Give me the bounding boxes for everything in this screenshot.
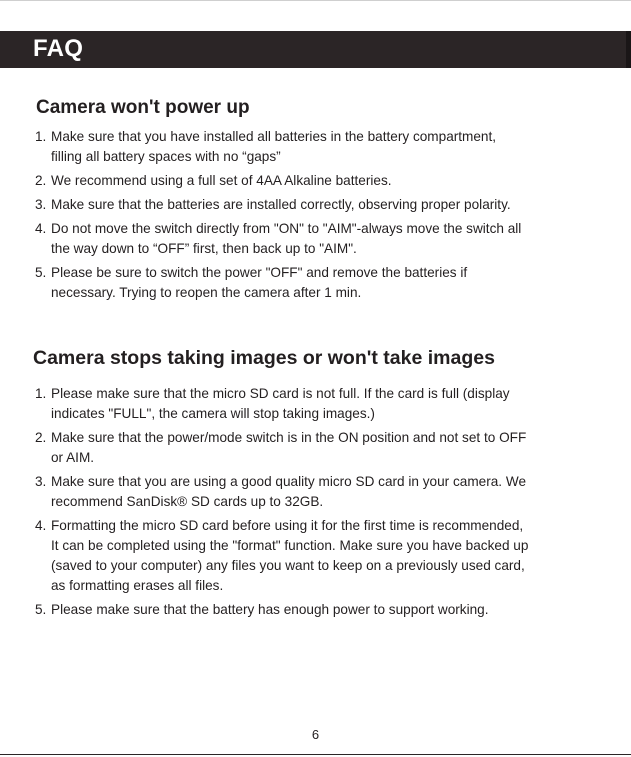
header-accent-strip	[626, 31, 631, 68]
page-title: FAQ	[33, 35, 84, 62]
list-item-text-line: Please make sure that the battery has enough power to support working.	[51, 602, 489, 617]
list-item-number: 4.	[35, 518, 47, 533]
faq-header-bar	[0, 31, 626, 68]
list-item-number: 4.	[35, 221, 47, 236]
list-item-text-line: recommend SanDisk® SD cards up to 32GB.	[51, 494, 324, 509]
list-item-text-line: Make sure that you are using a good quality micro SD card in your camera. We	[51, 474, 526, 489]
images-troubleshooting-list	[35, 384, 605, 624]
list-item	[35, 384, 605, 424]
section-title-images: Camera stops taking images or won't take images	[33, 347, 495, 369]
list-item-text-line: Please make sure that the micro SD card is not full. If the card is full (display	[51, 386, 510, 401]
list-item-number: 3.	[35, 474, 47, 489]
list-item-text-line: Formatting the micro SD card before using it for the first time is recommended,	[51, 518, 524, 533]
list-item-number: 5.	[35, 602, 47, 617]
list-item	[35, 516, 605, 596]
list-item-number: 1.	[35, 386, 47, 401]
list-item-text-line: We recommend using a full set of 4AA Alkaline batteries.	[51, 173, 392, 188]
list-item-text-line: filling all battery spaces with no “gaps”	[51, 149, 281, 164]
list-item	[35, 600, 605, 620]
power-troubleshooting-list	[35, 127, 605, 307]
list-item-text-line: as formatting erases all files.	[51, 578, 224, 593]
list-item-text-line: necessary. Trying to reopen the camera after 1 min.	[51, 285, 362, 300]
list-item	[35, 219, 605, 259]
section-title-power: Camera won't power up	[36, 97, 250, 118]
list-item-text-line: (saved to your computer) any files you want to keep on a previously used card,	[51, 558, 525, 573]
list-item	[35, 472, 605, 512]
list-item-number: 2.	[35, 430, 47, 445]
list-item-text-line: the way down to “OFF” first, then back up to "AIM".	[51, 241, 357, 256]
list-item-text-line: Do not move the switch directly from "ON" to "AIM"-always move the switch all	[51, 221, 522, 236]
list-item-text-line: or AIM.	[51, 450, 95, 465]
list-item-text-line: Make sure that you have installed all batteries in the battery compartment,	[51, 129, 497, 144]
list-item-text-line: indicates "FULL", the camera will stop taking images.)	[51, 406, 375, 421]
list-item	[35, 127, 605, 167]
list-item	[35, 171, 605, 191]
top-border-line	[0, 0, 631, 1]
bottom-border-line	[0, 754, 631, 755]
list-item	[35, 195, 605, 215]
list-item	[35, 263, 605, 303]
list-item-text-line: Make sure that the batteries are installed correctly, observing proper polarity.	[51, 197, 511, 212]
list-item-text-line: Please be sure to switch the power "OFF" and remove the batteries if	[51, 265, 468, 280]
page-number: 6	[311, 727, 320, 742]
list-item-number: 3.	[35, 197, 47, 212]
list-item	[35, 428, 605, 468]
list-item-number: 2.	[35, 173, 47, 188]
list-item-number: 5.	[35, 265, 47, 280]
list-item-number: 1.	[35, 129, 47, 144]
list-item-text-line: Make sure that the power/mode switch is in the ON position and not set to OFF	[51, 430, 527, 445]
list-item-text-line: It can be completed using the "format" function. Make sure you have backed up	[51, 538, 529, 553]
